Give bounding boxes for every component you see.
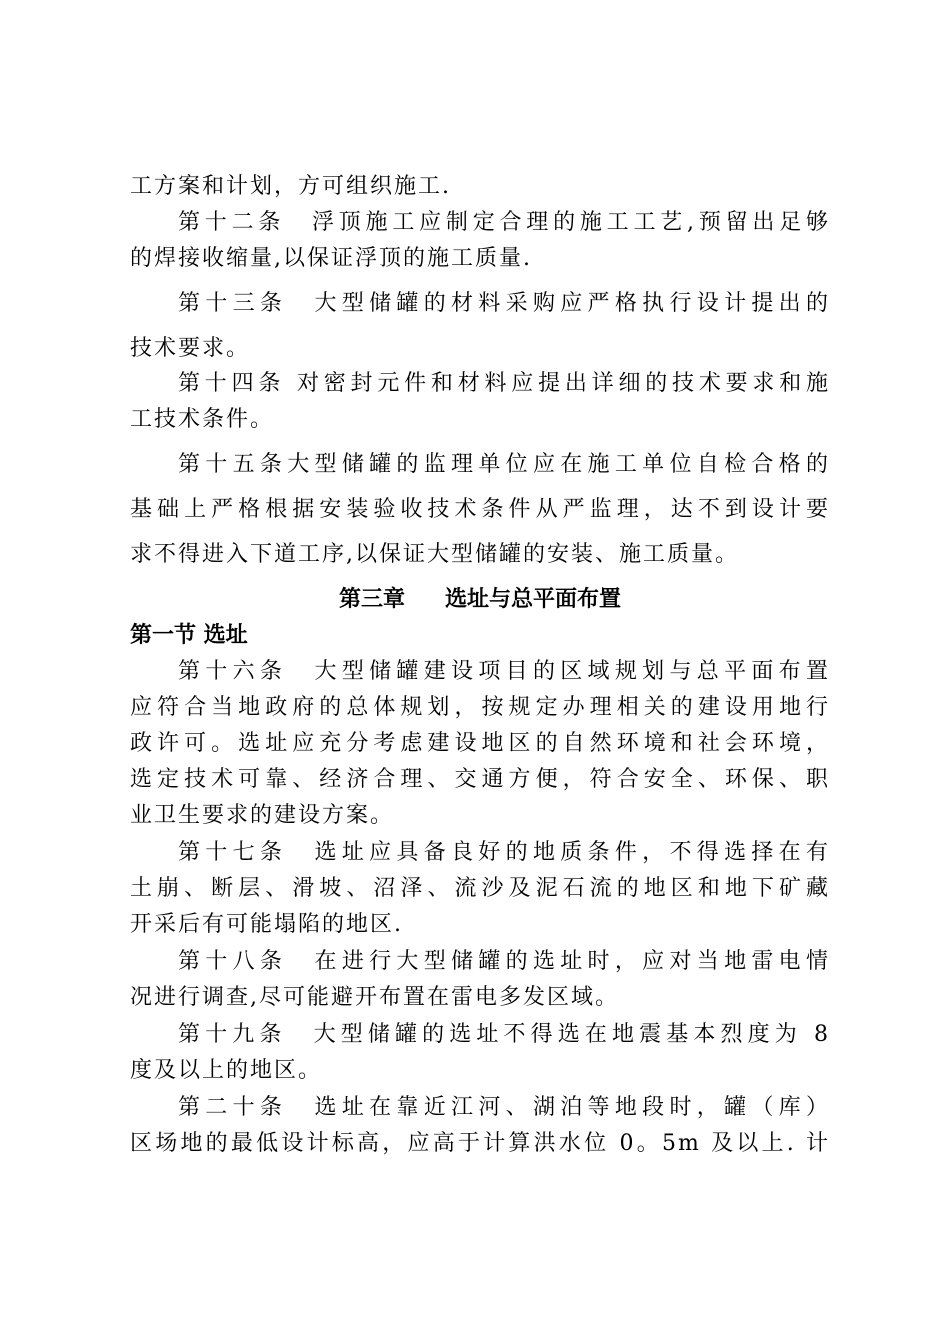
article-16-line: 第十六条 大型储罐建设项目的区域规划与总平面布置	[178, 659, 830, 684]
article-17-line: 第十七条 选址应具备良好的地质条件，不得选择在有	[178, 840, 830, 865]
text-line: 土崩、断层、滑坡、沼泽、流沙及泥石流的地区和地下矿藏	[130, 876, 830, 901]
article-18-line: 第十八条 在进行大型储罐的选址时，应对当地雷电情	[178, 949, 830, 974]
text-line: 开采后有可能塌陷的地区.	[130, 912, 403, 937]
chapter-title: 选址与总平面布置	[445, 587, 622, 612]
article-14-line: 第十四条 对密封元件和材料应提出详细的技术要求和施	[178, 371, 830, 396]
chapter-number: 第三章	[338, 587, 405, 612]
article-13-line: 第十三条 大型储罐的材料采购应严格执行设计提出的	[178, 291, 830, 316]
section-heading: 第一节 选址	[130, 623, 248, 648]
text-line: 技术要求。	[130, 336, 251, 361]
text-line: 的焊接收缩量,以保证浮顶的施工质量.	[130, 246, 532, 271]
text-line: 政许可。选址应充分考虑建设地区的自然环境和社会环境，	[130, 731, 830, 756]
text-line: 基础上严格根据安装验收技术条件从严监理，达不到设计要	[130, 497, 830, 522]
text-line: 工技术条件。	[130, 407, 275, 432]
text-line: 求不得进入下道工序,以保证大型储罐的安装、施工质量。	[130, 542, 739, 567]
text-line: 选定技术可靠、经济合理、交通方便，符合安全、环保、职	[130, 767, 830, 792]
article-12-line: 第十二条 浮顶施工应制定合理的施工工艺,预留出足够	[178, 210, 830, 235]
text-line: 区场地的最低设计标高，应高于计算洪水位 0。5m 及以上. 计	[130, 1131, 830, 1156]
text-line: 况进行调查,尽可能避开布置在雷电多发区域。	[130, 985, 619, 1010]
article-20-line: 第二十条 选址在靠近江河、湖泊等地段时，罐（库）	[178, 1095, 830, 1120]
text-line: 业卫生要求的建设方案。	[130, 803, 395, 828]
text-line: 度及以上的地区。	[130, 1058, 323, 1083]
text-line: 应符合当地政府的总体规划，按规定办理相关的建设用地行	[130, 695, 830, 720]
chapter-heading	[130, 585, 830, 615]
article-19-line: 第十九条 大型储罐的选址不得选在地震基本烈度为 8	[178, 1022, 830, 1047]
article-15-line: 第十五条大型储罐的监理单位应在施工单位自检合格的	[178, 452, 830, 477]
text-line: 工方案和计划，方可组织施工.	[130, 174, 451, 199]
